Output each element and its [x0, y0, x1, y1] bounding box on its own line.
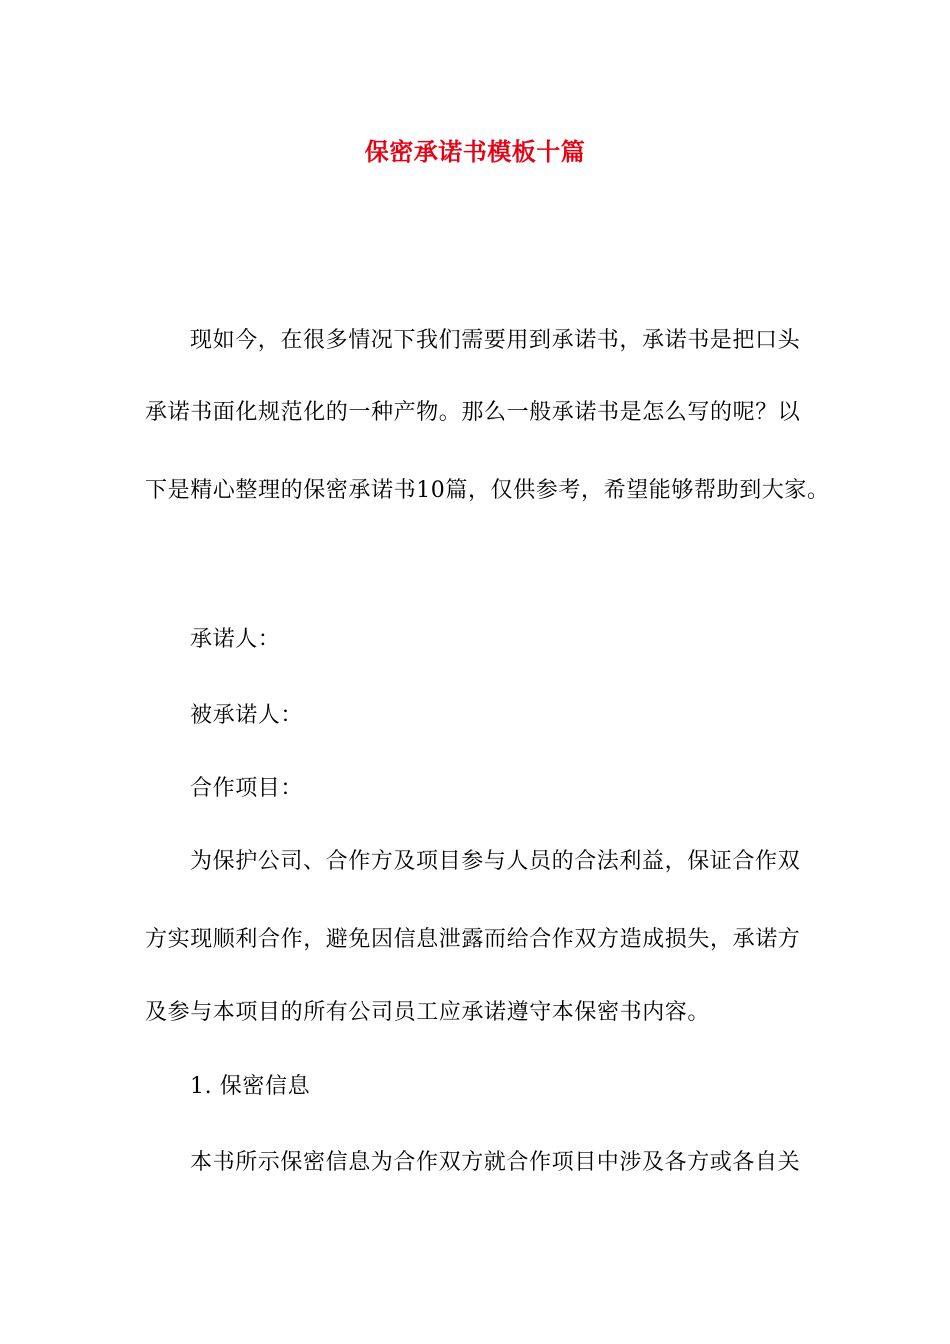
- section-1-body-line-1: 本书所示保密信息为合作双方就合作项目中涉及各方或各自关: [190, 1150, 801, 1175]
- intro-line-1: 现如今，在很多情况下我们需要用到承诺书，承诺书是把口头: [190, 328, 801, 353]
- purpose-line-3: 及参与本项目的所有公司员工应承诺遵守本保密书内容。: [145, 1000, 711, 1025]
- intro-line-2: 承诺书面化规范化的一种产物。那么一般承诺书是怎么写的呢？以: [145, 400, 801, 425]
- purpose-line-1: 为保护公司、合作方及项目参与人员的合法利益，保证合作双: [190, 849, 801, 874]
- purpose-line-2: 方实现顺利合作，避免因信息泄露而给合作双方造成损失，承诺方: [145, 927, 801, 952]
- promisee-field: 被承诺人：: [190, 703, 304, 728]
- project-field: 合作项目：: [190, 776, 304, 801]
- intro-line-3: 下是精心整理的保密承诺书10篇，仅供参考，希望能够帮助到大家。: [145, 478, 830, 503]
- section-1-heading: 1. 保密信息: [190, 1074, 311, 1099]
- page-title: 保密承诺书模板十篇: [364, 137, 586, 166]
- promisor-field: 承诺人：: [190, 627, 281, 652]
